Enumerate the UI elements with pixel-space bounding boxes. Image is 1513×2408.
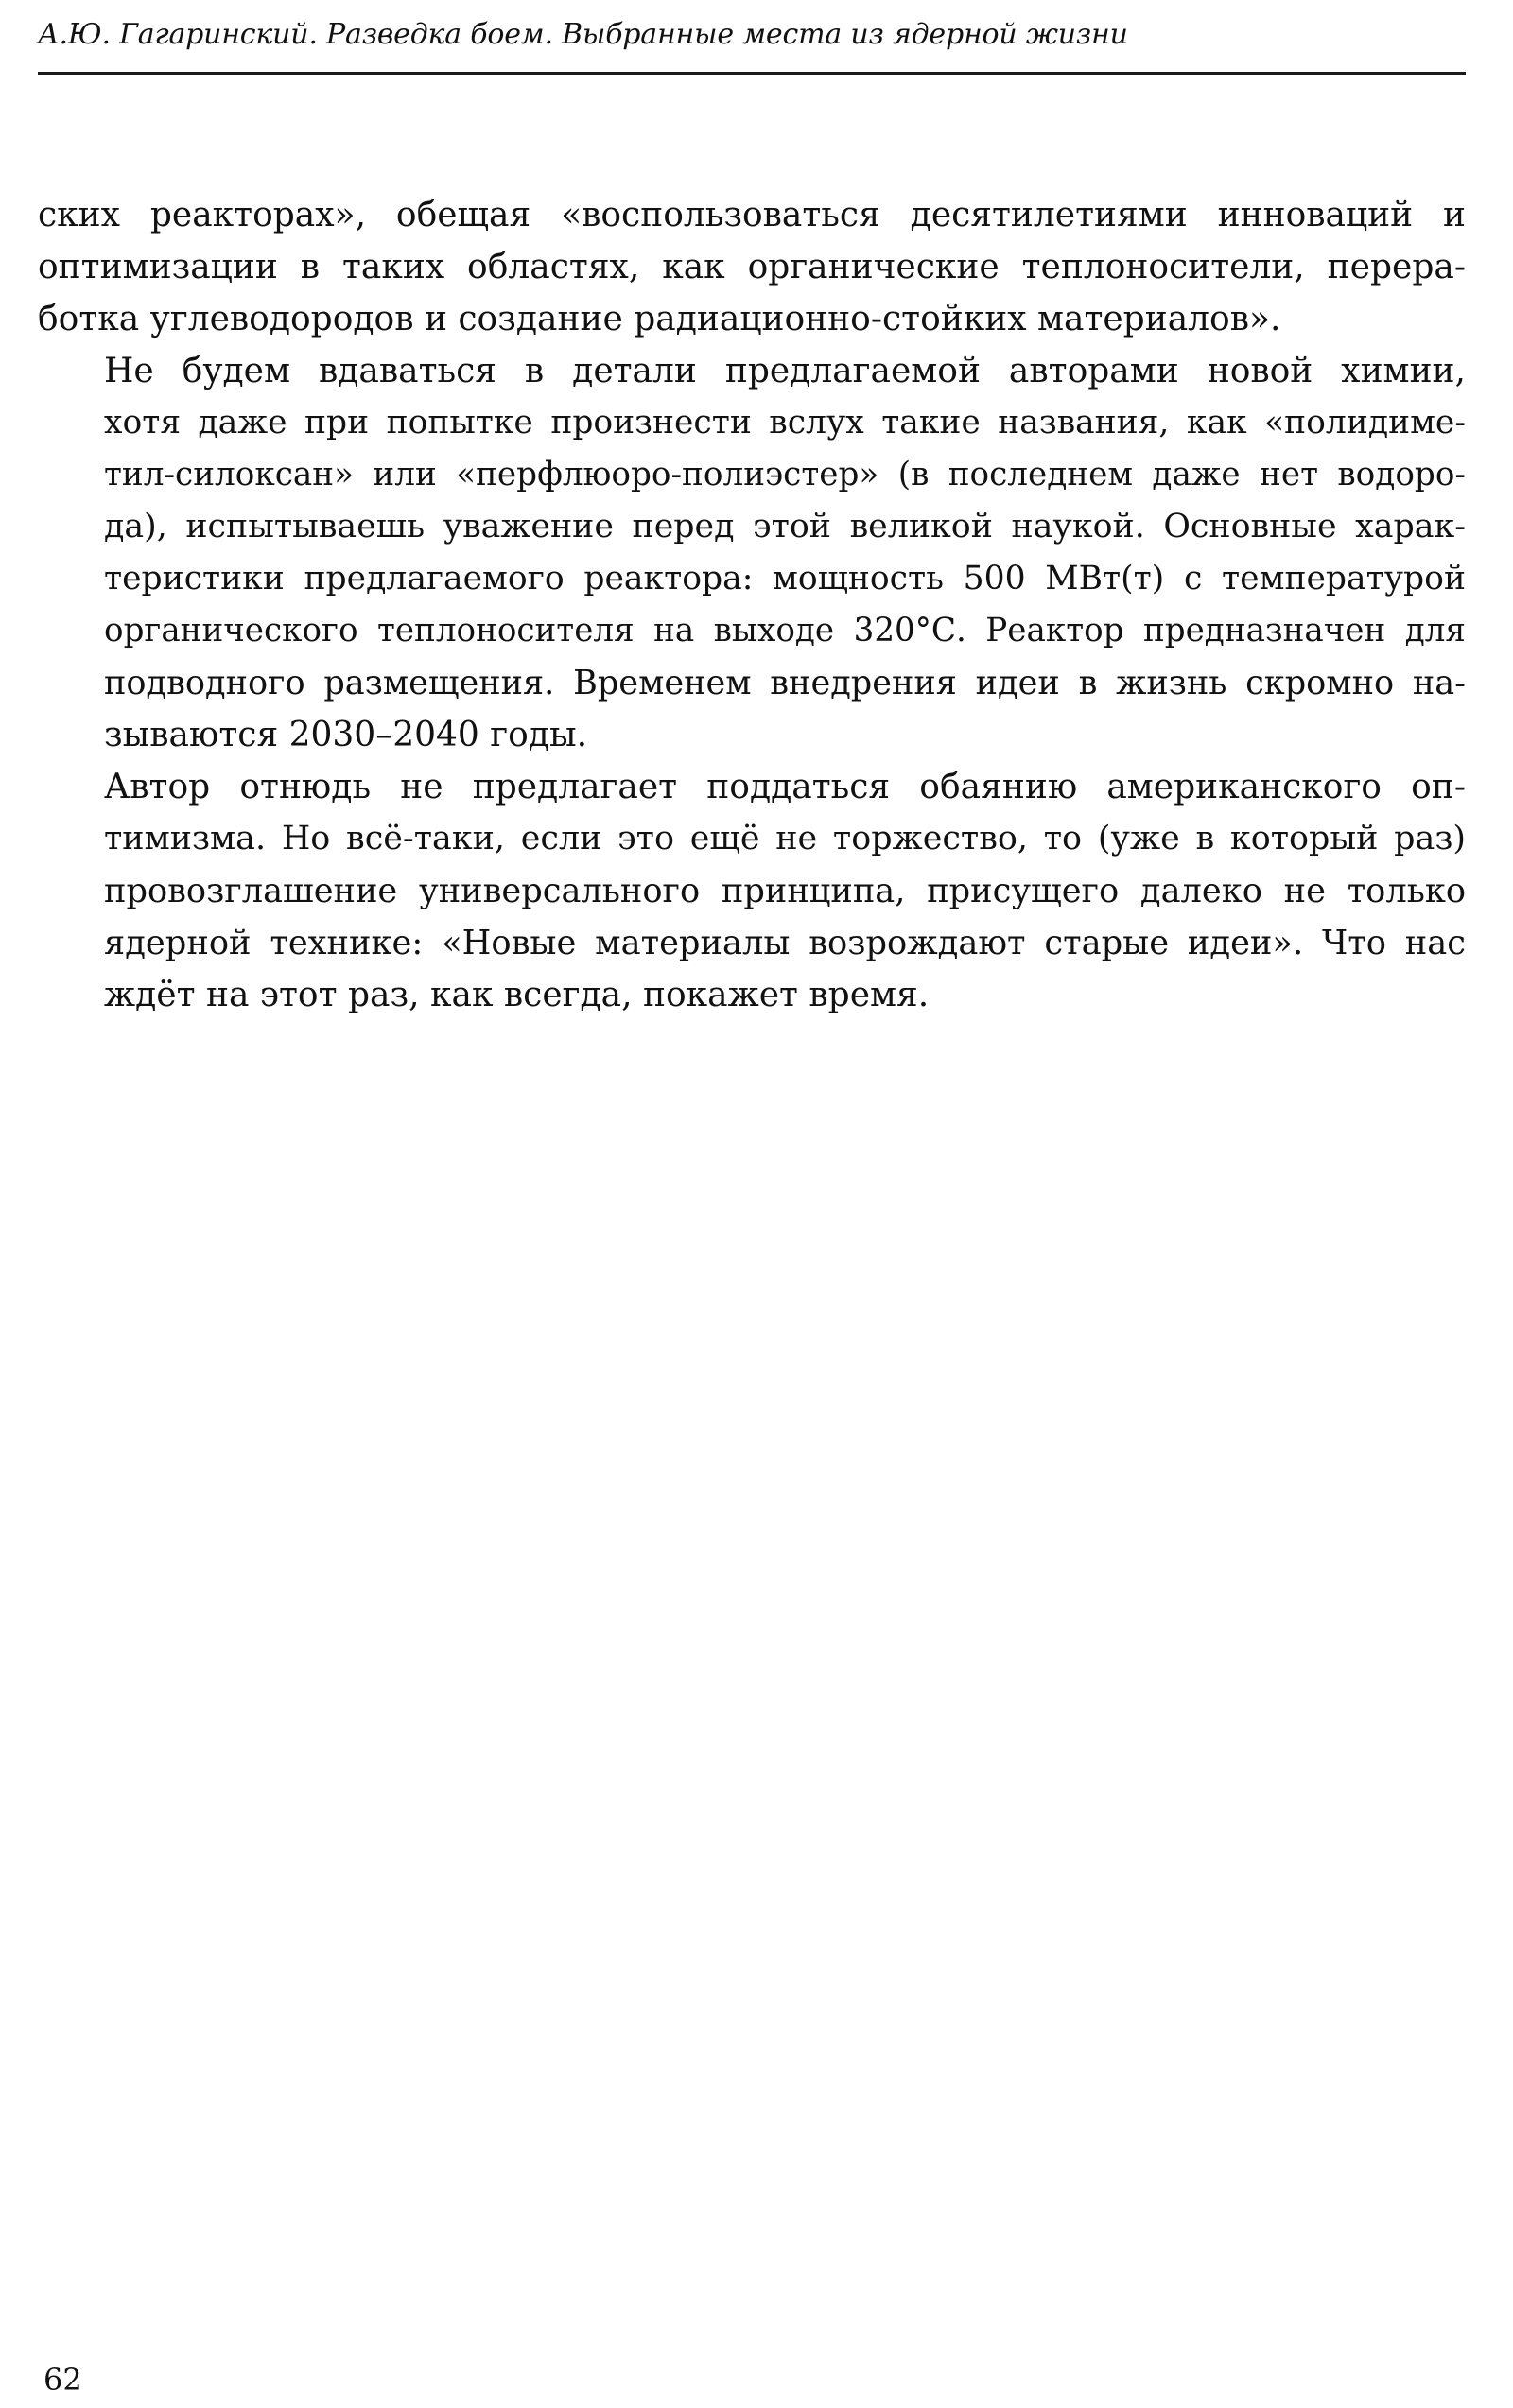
paragraph-2	[38, 345, 1466, 761]
text-line: органического теплоносителя на выходе 320°С. Реактор предназначен для	[104, 612, 1466, 650]
text-line: ботка углеводородов и создание радиационно-стойких материалов».	[38, 300, 1281, 338]
text-line: хотя даже при попытке произнести вслух такие названия, как «полидиме-	[104, 404, 1466, 442]
text-line: ских реакторах», обещая «воспользоваться десятилетиями инноваций и	[38, 196, 1466, 234]
running-header: А.Ю. Гагаринский. Разведка боем. Выбранные места из ядерной жизни	[38, 18, 1128, 51]
text-line: тил-силоксан» или «перфлюоро-полиэстер» (в последнем даже нет водоро-	[104, 456, 1466, 494]
text-line: ждёт на этот раз, как всегда, покажет время.	[104, 976, 930, 1014]
text-line: Не будем вдаваться в детали предлагаемой авторами новой химии,	[104, 352, 1466, 390]
body-text	[38, 189, 1466, 1021]
text-line: теристики предлагаемого реактора: мощность 500 МВт(т) с температурой	[104, 560, 1466, 598]
text-line: ядерной технике: «Новые материалы возрождают старые идеи». Что нас	[104, 924, 1466, 962]
page-number: 62	[43, 2362, 82, 2398]
text-line: оптимизации в таких областях, как органические теплоносители, перера-	[38, 248, 1466, 286]
text-line: Автор отнюдь не предлагает поддаться обаянию американского оп-	[104, 768, 1466, 806]
text-line: тимизма. Но всё-таки, если это ещё не торжество, то (уже в который раз)	[104, 820, 1466, 858]
header-divider	[38, 72, 1466, 75]
text-line: провозглашение универсального принципа, присущего далеко не только	[104, 872, 1466, 910]
text-line: да), испытываешь уважение перед этой великой наукой. Основные харак-	[104, 508, 1466, 546]
paragraph-1	[38, 189, 1466, 345]
text-line: подводного размещения. Временем внедрения идеи в жизнь скромно на-	[104, 664, 1466, 702]
paragraph-3	[38, 761, 1466, 1021]
text-line: зываются 2030–2040 годы.	[104, 716, 588, 754]
